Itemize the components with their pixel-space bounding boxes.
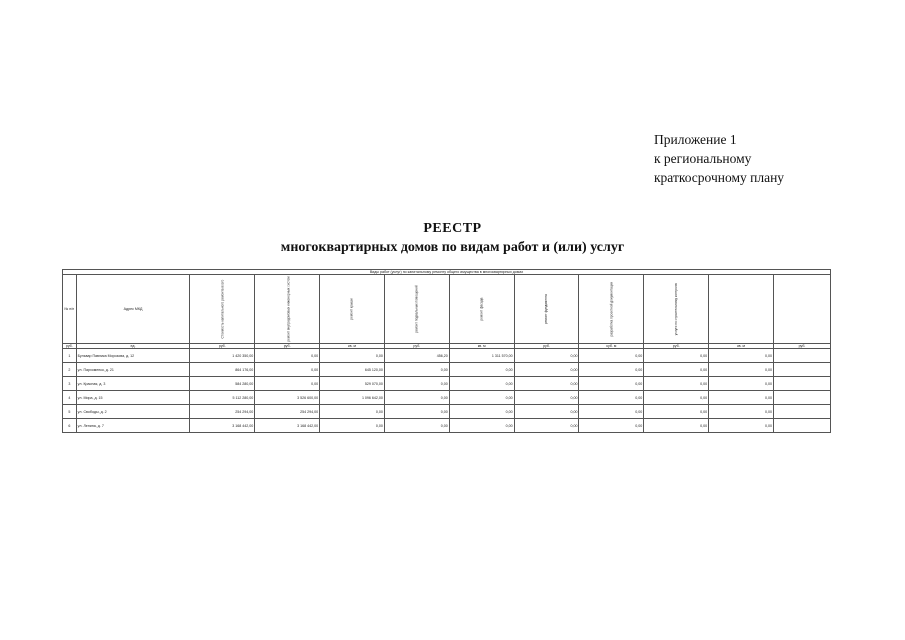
document-subtitle: многоквартирных домов по видам работ и (или) услуг	[280, 240, 625, 255]
row-value: 254 294,00	[255, 405, 320, 419]
annex-line-1: Приложение 1	[654, 132, 737, 147]
row-value: 1 311 570,00	[449, 349, 514, 363]
row-value: 0,00	[709, 363, 774, 377]
row-value: 0,00	[579, 419, 644, 433]
row-value: 0,00	[709, 405, 774, 419]
row-value: 0,00	[644, 405, 709, 419]
col-header-2: ремонт крыши	[320, 275, 385, 344]
row-value: 0,00	[449, 419, 514, 433]
row-address: ул. Свободы, д. 2	[76, 405, 190, 419]
table-row	[63, 377, 831, 391]
row-value: 0,00	[514, 405, 579, 419]
row-value: 0,00	[514, 391, 579, 405]
register-table	[62, 269, 831, 433]
row-value: 0,00	[644, 363, 709, 377]
row-value: 0,00	[320, 419, 385, 433]
row-empty	[773, 391, 830, 405]
row-number: 6	[63, 419, 77, 433]
table-row	[63, 363, 831, 377]
row-address: ул. Мира, д. 15	[76, 391, 190, 405]
row-value: 0,00	[644, 349, 709, 363]
row-value: 0,00	[449, 391, 514, 405]
row-value: 0,00	[320, 405, 385, 419]
annex-line-3: краткосрочному плану	[654, 170, 785, 185]
row-value: 0,00	[709, 349, 774, 363]
table-row	[63, 419, 831, 433]
row-value: 0,00	[579, 391, 644, 405]
row-address: ул. Ленина, д. 7	[76, 419, 190, 433]
col-number-header: № п/п	[63, 275, 77, 344]
row-value: 645 120,00	[320, 363, 385, 377]
row-value: 0,00	[255, 349, 320, 363]
annex-note	[654, 130, 784, 187]
row-value: 0,00	[579, 405, 644, 419]
document-title: РЕЕСТР	[423, 221, 482, 236]
table-row	[63, 391, 831, 405]
row-value: 254 294,00	[190, 405, 255, 419]
row-address: ул. Красная, д. 3	[76, 377, 190, 391]
row-value: 0,00	[514, 419, 579, 433]
row-value: 0,00	[449, 363, 514, 377]
row-value: 0,00	[384, 377, 449, 391]
col-header-1: ремонт внутридомовых инженерных систем	[255, 275, 320, 344]
row-value: 0,00	[449, 377, 514, 391]
col-header-3: ремонт подвальных помещений	[384, 275, 449, 344]
col-header-5: ремонт фундамента	[514, 275, 579, 344]
row-empty	[773, 377, 830, 391]
row-value: 1 096 642,00	[320, 391, 385, 405]
units-row: руб. ед. руб. руб. кв. м руб. кв. м руб. куб. м руб. кв. м руб.	[63, 344, 831, 349]
row-address: Бульвар Павлика Морозова, д. 12	[76, 349, 190, 363]
row-empty	[773, 419, 830, 433]
row-empty	[773, 349, 830, 363]
row-value: 864 176,00	[190, 363, 255, 377]
row-value: 0,00	[320, 349, 385, 363]
row-value: 0,00	[514, 377, 579, 391]
row-number: 3	[63, 377, 77, 391]
row-value: 0,00	[579, 377, 644, 391]
row-value: 0,00	[709, 419, 774, 433]
col-header-7: услуги по строительному контролю	[644, 275, 709, 344]
row-number: 5	[63, 405, 77, 419]
col-address-header: Адрес МКД	[76, 275, 190, 344]
col-header-4: ремонт фасада	[449, 275, 514, 344]
col-header-0: Стоимость капитального ремонта всего	[190, 275, 255, 344]
row-value: 0,00	[255, 363, 320, 377]
row-value: 0,00	[384, 391, 449, 405]
register-table-container	[62, 269, 831, 640]
table-row	[63, 405, 831, 419]
row-value: 0,00	[644, 377, 709, 391]
row-value: 0,00	[255, 377, 320, 391]
row-value: 0,00	[384, 363, 449, 377]
row-number: 2	[63, 363, 77, 377]
row-value: 0,00	[384, 405, 449, 419]
row-empty	[773, 363, 830, 377]
row-address: ул. Пархоменко, д. 21	[76, 363, 190, 377]
row-value: 0,00	[709, 377, 774, 391]
row-value: 5 112 280,00	[190, 391, 255, 405]
row-value: 0,00	[644, 391, 709, 405]
row-value: 0,00	[579, 363, 644, 377]
row-value: 529 070,00	[320, 377, 385, 391]
row-value: 0,00	[514, 363, 579, 377]
row-value: 1 420 350,00	[190, 349, 255, 363]
row-value: 0,00	[644, 419, 709, 433]
row-value: 584 280,00	[190, 377, 255, 391]
row-number: 4	[63, 391, 77, 405]
row-number: 1	[63, 349, 77, 363]
col-header-6: разработка проектной документации	[579, 275, 644, 344]
register-header-top: Виды работ (услуг) по капитальному ремонту общего имущества в многоквартирных домах	[63, 270, 831, 275]
row-value: 3 168 442,00	[190, 419, 255, 433]
row-value: 3 168 442,00	[255, 419, 320, 433]
row-value: 0,00	[709, 391, 774, 405]
row-value: 0,00	[514, 349, 579, 363]
row-value: 456,20	[384, 349, 449, 363]
table-row	[63, 349, 831, 363]
row-empty	[773, 405, 830, 419]
row-value: 0,00	[449, 405, 514, 419]
row-value: 0,00	[579, 349, 644, 363]
row-value: 3 526 600,00	[255, 391, 320, 405]
row-value: 0,00	[384, 419, 449, 433]
annex-line-2: к региональному	[654, 151, 752, 166]
